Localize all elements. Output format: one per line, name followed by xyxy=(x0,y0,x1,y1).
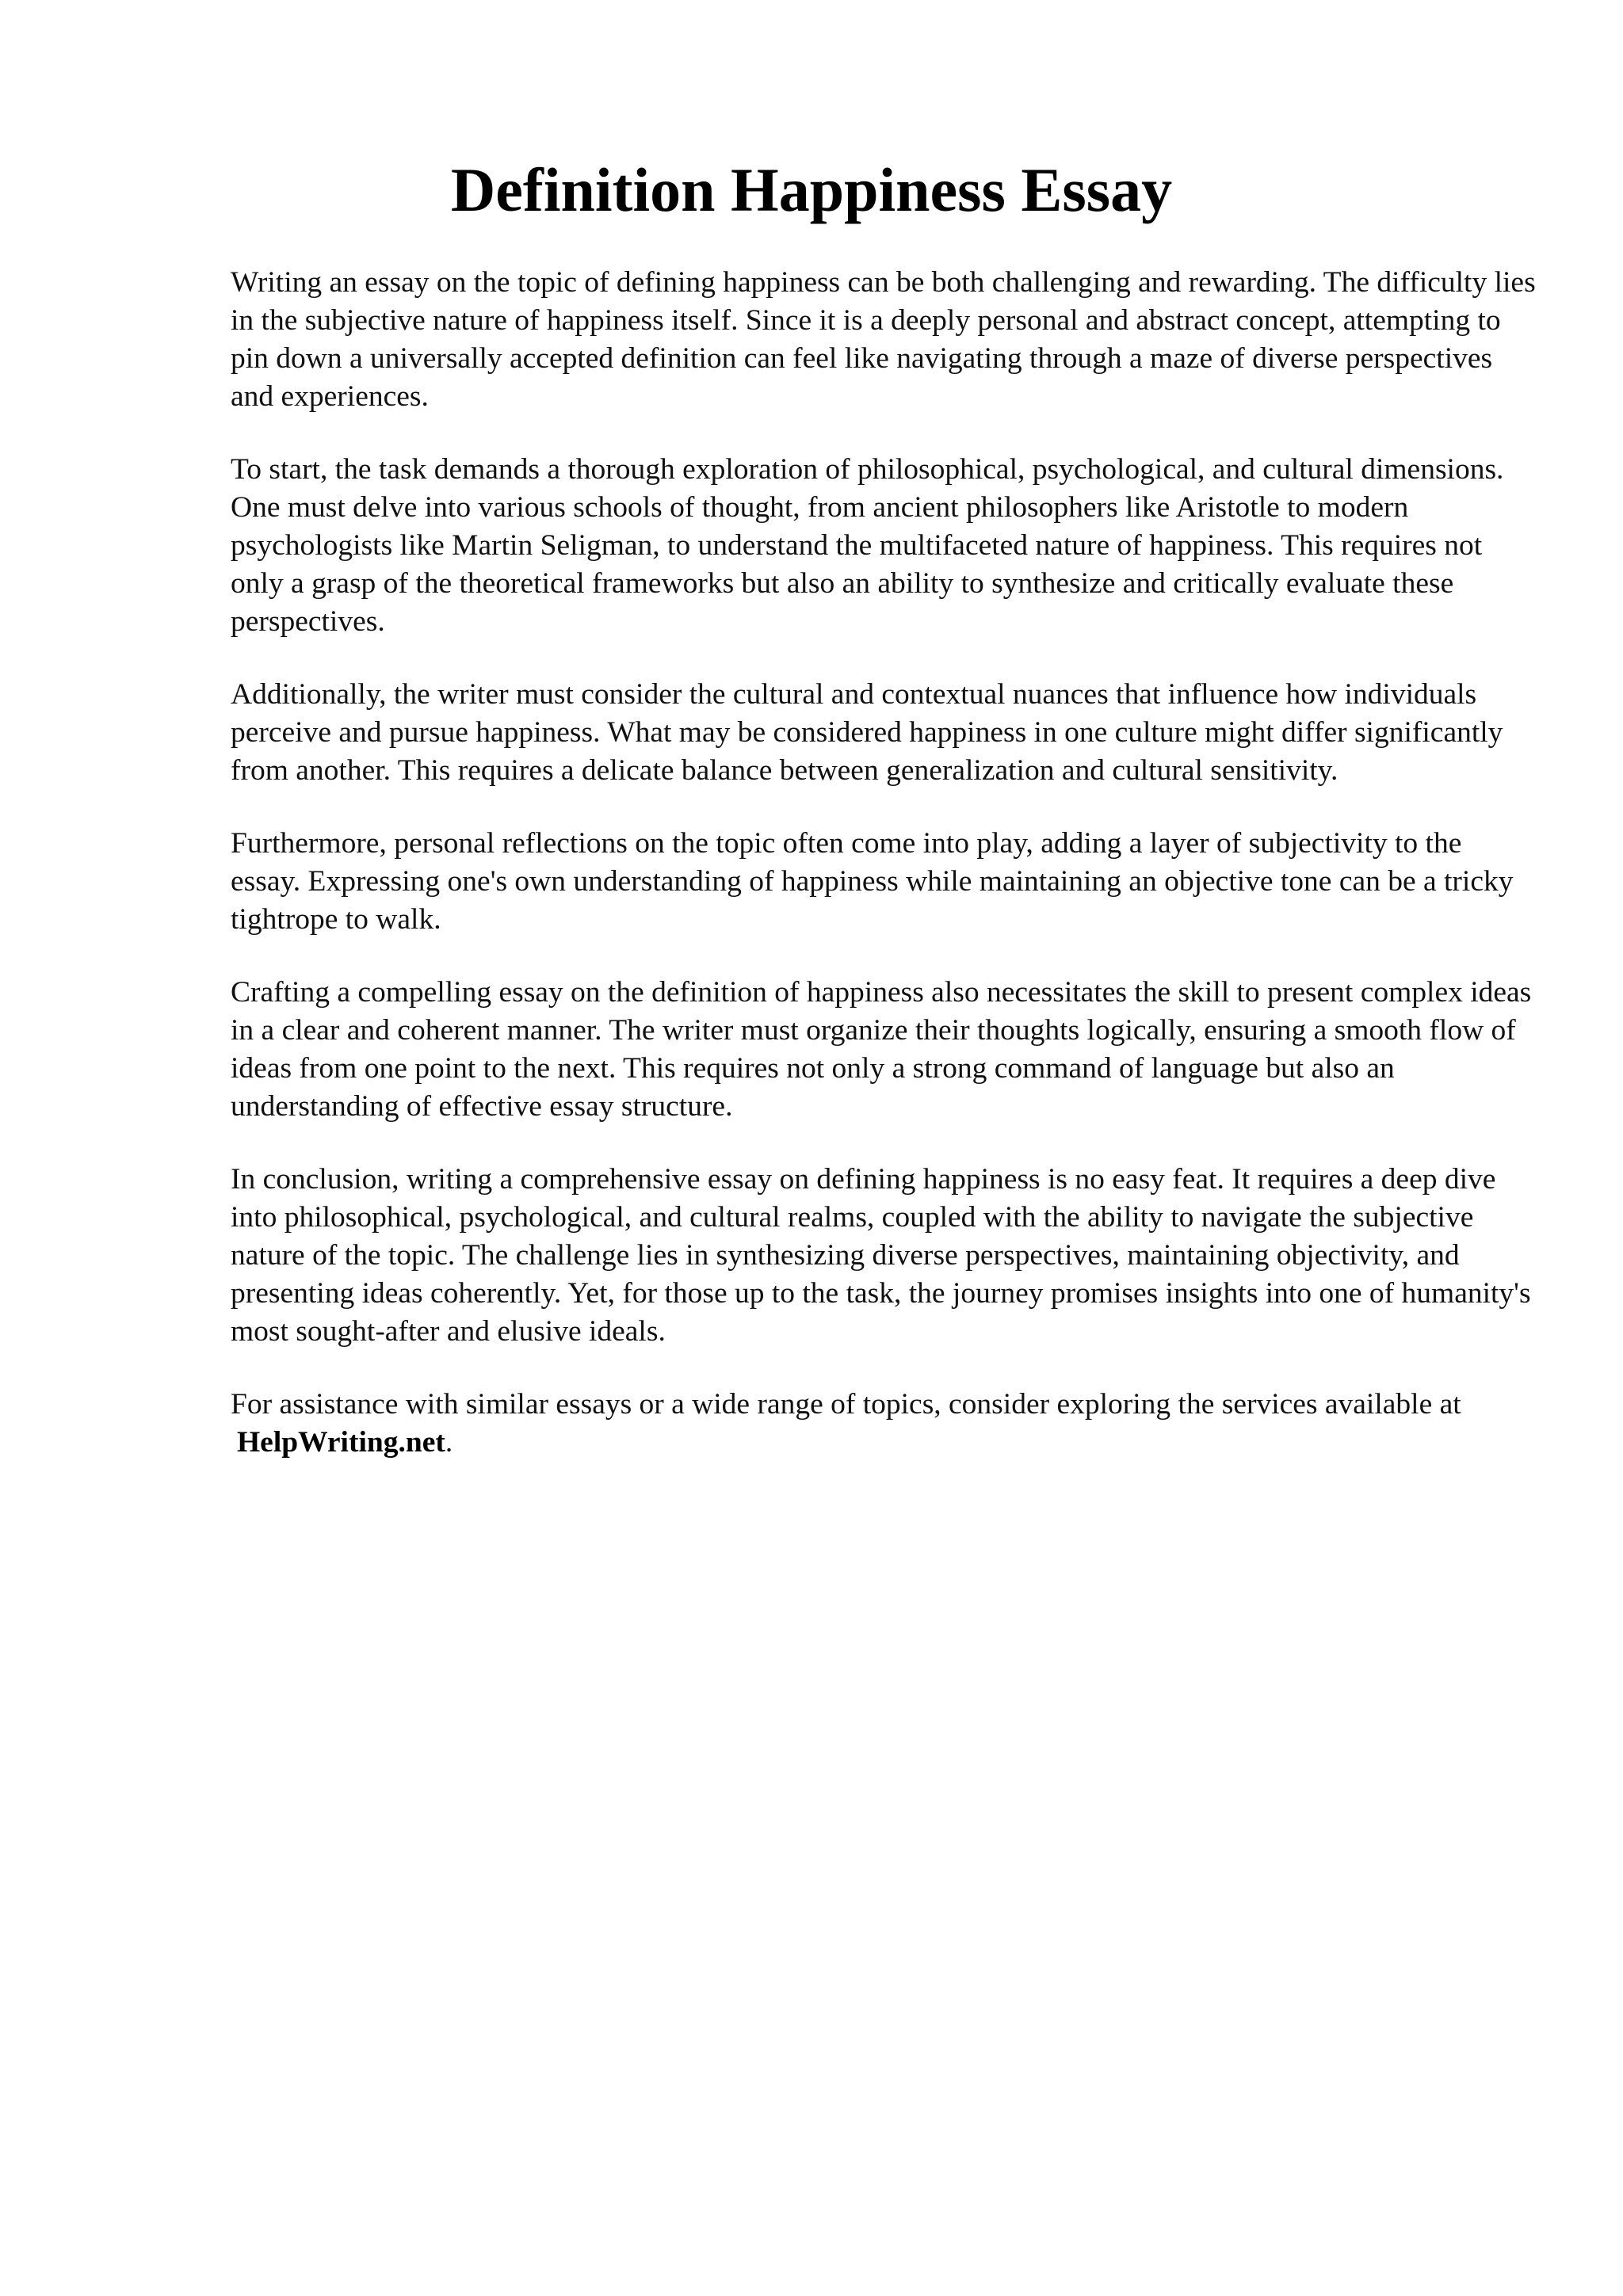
helpwriting-link[interactable]: HelpWriting.net xyxy=(237,1426,445,1459)
paragraph-1: Writing an essay on the topic of defining happiness can be both challenging and rewarding. The difficulty lies in the subjective nature of happiness itself. Since it is a deeply personal and abstract concept, attempting to pin down a universally accepted definition can feel like navigating through a maze of diverse perspectives and experiences. xyxy=(231,266,1536,413)
paragraph-3: Additionally, the writer must consider the cultural and contextual nuances that influence how individuals perceive and pursue happiness. What may be considered happiness in one culture might differ significantly from another. This requires a delicate balance between generalization and cultural sensitivity. xyxy=(231,678,1503,787)
paragraph-4: Furthermore, personal reflections on the topic often come into play, adding a layer of subjectivity to the essay. Expressing one's own understanding of happiness while maintaining an objective tone can be a tricky tightrope to walk. xyxy=(231,827,1514,936)
closing-paragraph xyxy=(231,1386,1538,1462)
paragraph-6: In conclusion, writing a comprehensive essay on defining happiness is no easy feat. It requires a deep dive into philosophical, psychological, and cultural realms, coupled with the ability to navigate the subjective nature of the topic. The challenge lies in synthesizing diverse perspectives, maintaining objectivity, and presenting ideas coherently. Yet, for those up to the task, the journey promises insights into one of humanity's most sought-after and elusive ideals. xyxy=(231,1163,1531,1348)
page-title: Definition Happiness Essay xyxy=(450,155,1173,224)
paragraph-5: Crafting a compelling essay on the definition of happiness also necessitates the skill to present complex ideas in a clear and coherent manner. The writer must organize their thoughts logically, ensuring a smooth flow of ideas from one point to the next. This requires not only a strong command of language but also an understanding of effective essay structure. xyxy=(231,976,1532,1123)
closing-period: . xyxy=(445,1426,453,1459)
paragraph-2: To start, the task demands a thorough exploration of philosophical, psychological, and cultural dimensions. One must delve into various schools of thought, from ancient philosophers like Aristotle to modern psychologists like Martin Seligman, to understand the multifaceted nature of happiness. This requires not only a grasp of the theoretical frameworks but also an ability to synthesize and critically evaluate these perspectives. xyxy=(231,453,1504,638)
essay-body xyxy=(231,264,1538,1497)
closing-text: For assistance with similar essays or a wide range of topics, consider exploring the services available at xyxy=(231,1388,1461,1421)
